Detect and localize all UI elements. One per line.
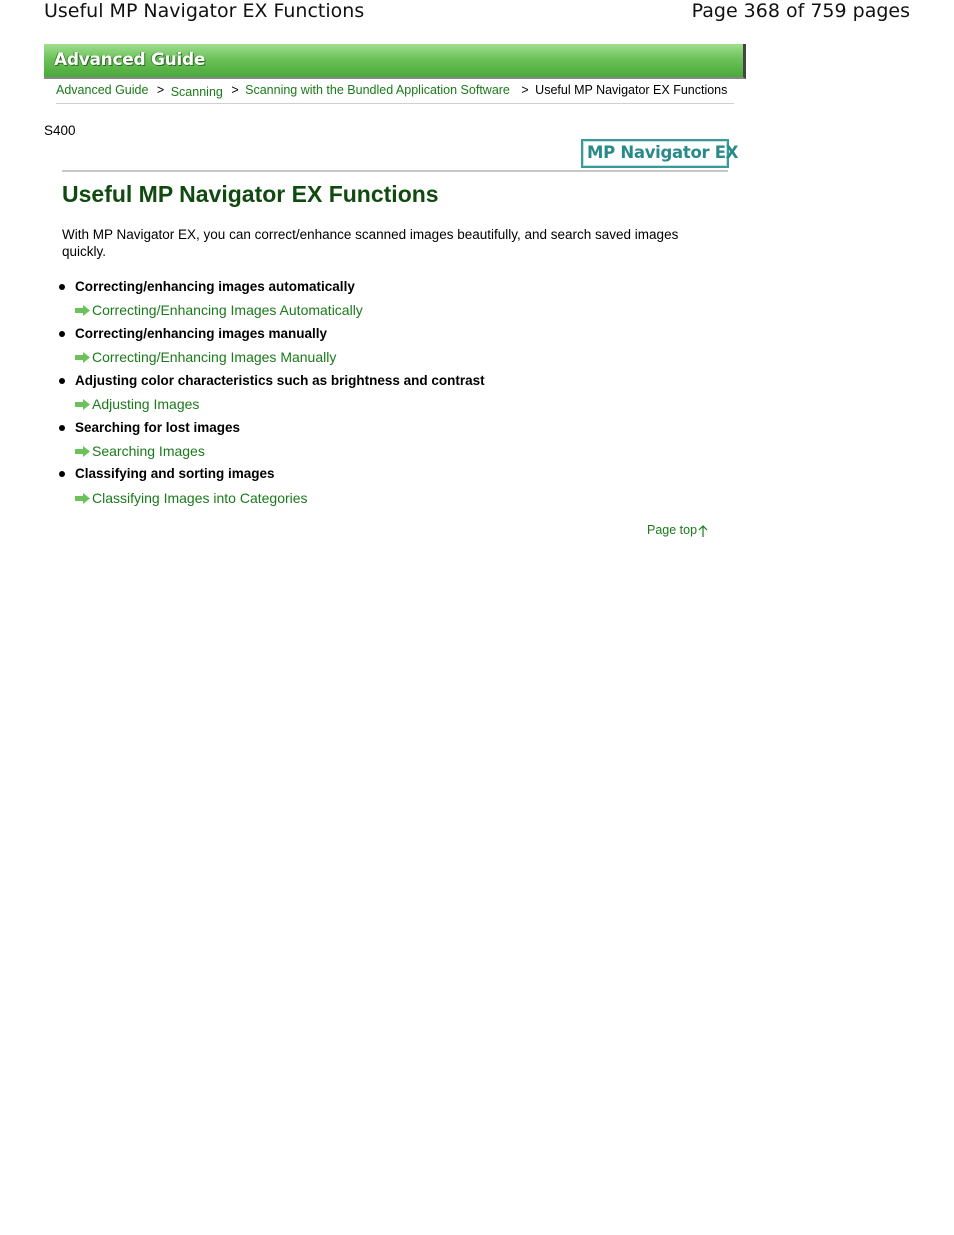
list-item-link-row	[75, 396, 199, 412]
page-top-link[interactable]	[647, 523, 708, 537]
breadcrumb-current: Useful MP Navigator EX Functions	[535, 83, 728, 97]
page-counter: Page 368 of 759 pages	[691, 0, 910, 22]
list-item-heading: Correcting/enhancing images manually	[75, 326, 328, 341]
pdf-page-header	[0, 0, 954, 30]
page-title: Useful MP Navigator EX Functions	[62, 181, 439, 207]
breadcrumb	[56, 83, 727, 97]
model-name: S400	[44, 123, 76, 138]
list-item-link-row	[75, 443, 205, 459]
list-item-link-row	[75, 349, 336, 365]
bullet-icon	[59, 331, 65, 337]
bullet-icon	[59, 425, 65, 431]
page-top-label: Page top	[647, 523, 698, 537]
advanced-guide-banner	[44, 44, 746, 79]
arrow-right-icon	[75, 305, 90, 316]
bullet-icon	[59, 284, 65, 290]
link-adjusting-images[interactable]: Adjusting Images	[92, 396, 200, 412]
list-item-heading: Correcting/enhancing images automatically	[75, 279, 355, 294]
breadcrumb-divider	[56, 103, 734, 104]
link-searching-images[interactable]: Searching Images	[92, 443, 205, 459]
document-title: Useful MP Navigator EX Functions	[44, 0, 365, 22]
arrow-right-icon	[75, 352, 90, 363]
bullet-icon	[59, 378, 65, 384]
link-classifying-images[interactable]: Classifying Images into Categories	[92, 490, 308, 506]
breadcrumb-link-scanning[interactable]: Scanning	[170, 85, 223, 99]
arrow-right-icon	[75, 493, 90, 504]
link-correcting-enhancing-automatically[interactable]: Correcting/Enhancing Images Automatically	[92, 302, 363, 318]
arrow-up-icon	[698, 525, 708, 537]
title-divider	[62, 170, 728, 172]
breadcrumb-separator: >	[521, 83, 529, 97]
list-item-heading: Adjusting color characteristics such as brightness and contrast	[75, 373, 485, 388]
arrow-right-icon	[75, 399, 90, 410]
breadcrumb-separator: >	[156, 83, 165, 97]
mp-navigator-ex-logo	[581, 139, 739, 168]
advanced-guide-banner-label: Advanced Guide	[54, 50, 206, 70]
link-correcting-enhancing-manually[interactable]: Correcting/Enhancing Images Manually	[92, 349, 337, 365]
breadcrumb-link-advanced-guide[interactable]: Advanced Guide	[56, 83, 149, 97]
list-item-link-row	[75, 302, 363, 318]
list-item-heading: Searching for lost images	[75, 420, 241, 435]
breadcrumb-separator: >	[231, 83, 239, 97]
list-item-heading: Classifying and sorting images	[75, 466, 275, 481]
bullet-icon	[59, 471, 65, 477]
arrow-right-icon	[75, 446, 90, 457]
list-item-link-row	[75, 490, 308, 506]
breadcrumb-link-bundled-software[interactable]: Scanning with the Bundled Application Software	[245, 83, 510, 97]
mp-navigator-ex-logo-label: MP Navigator EX	[587, 143, 739, 162]
intro-paragraph: With MP Navigator EX, you can correct/enhance scanned images beautifully, and search saved images quickly.	[62, 227, 679, 259]
